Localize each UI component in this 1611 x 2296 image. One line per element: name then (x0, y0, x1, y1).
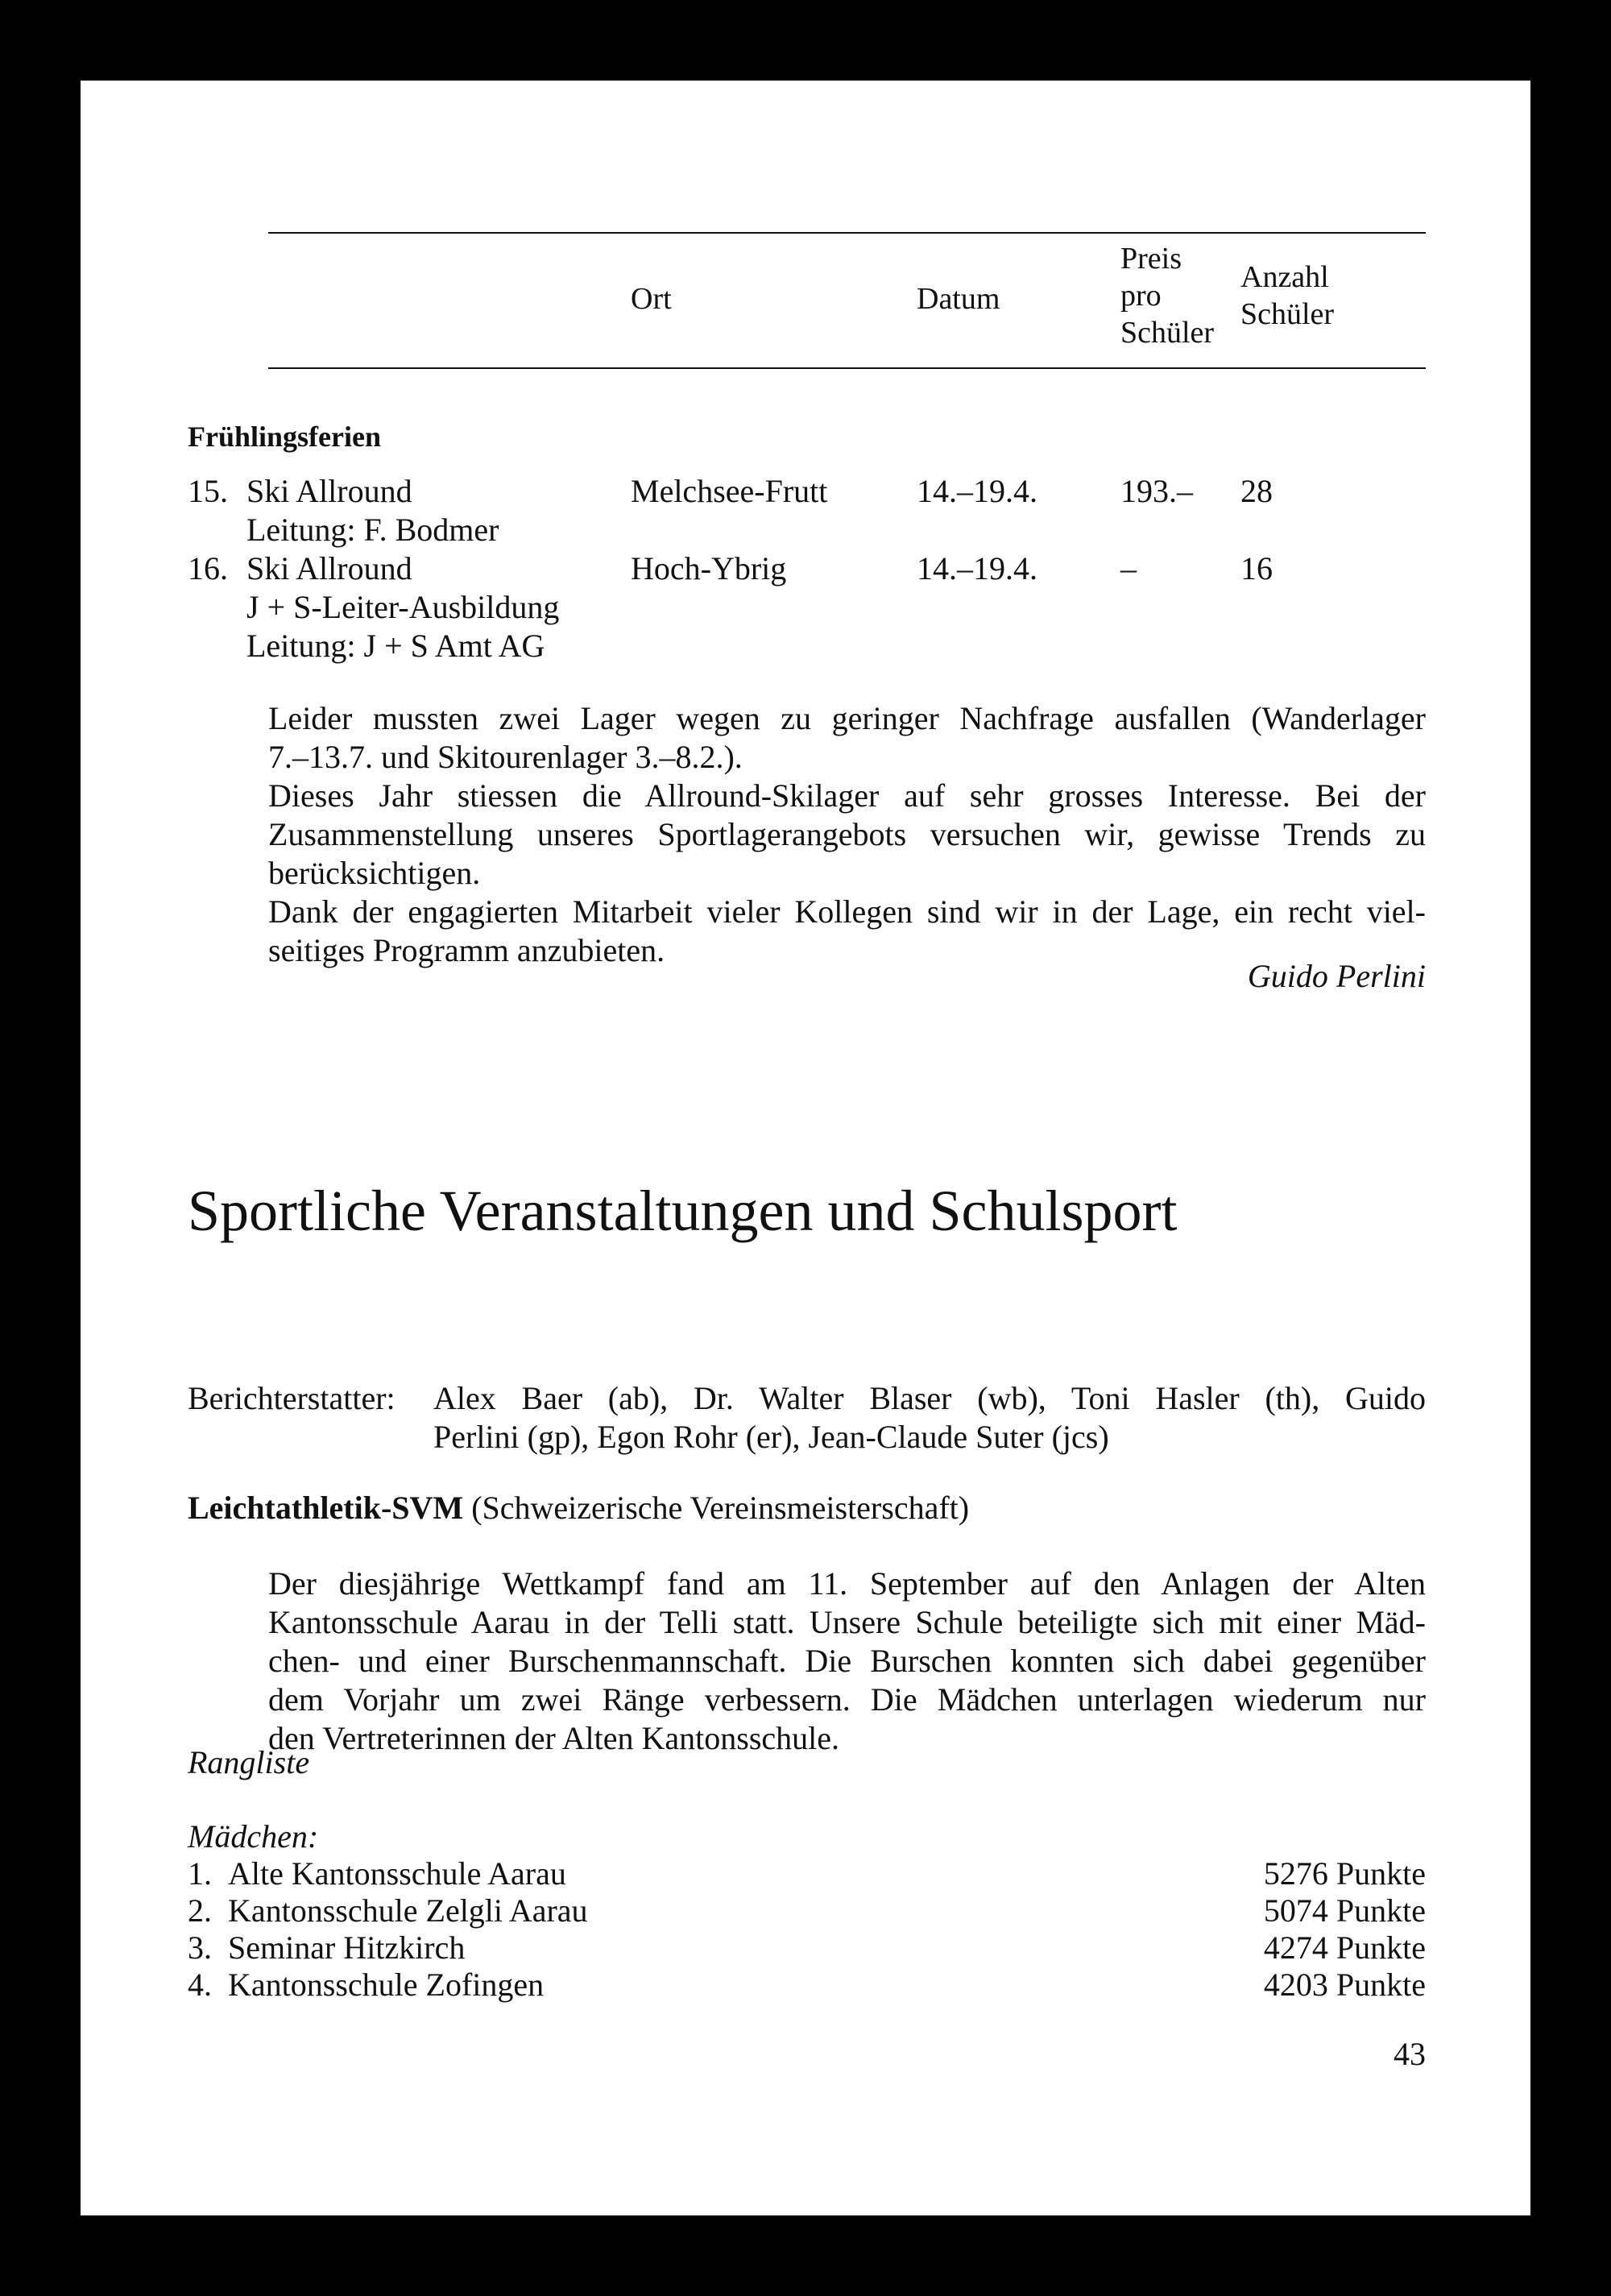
signature: Guido Perlini (1247, 958, 1426, 994)
paragraph-line: Der diesjährige Wettkampf fand am 11. September auf den Anlagen der Alten (268, 1565, 1426, 1602)
rank-points: 4274 Punkte (1263, 1929, 1426, 1966)
row-number: 16. (188, 550, 228, 586)
row-preis: – (1120, 550, 1137, 586)
row-description-line: J + S-Leiter-Ausbildung (246, 589, 560, 625)
paragraph-line: Zusammenstellung unseres Sportlagerangebots versuchen wir, gewisse Trends zu (268, 816, 1426, 852)
rangliste-category: Mädchen: (188, 1818, 319, 1855)
reporters-list (433, 1379, 1426, 1457)
table-top-rule (268, 232, 1426, 234)
header-preis-line: Preis (1120, 242, 1182, 276)
paragraph-line: berücksichtigen. (268, 855, 481, 891)
row-ort: Hoch-Ybrig (631, 550, 787, 586)
row-description-line: Ski Allround (246, 550, 412, 586)
section-title: Sportliche Veranstaltungen und Schulsport (188, 1179, 1178, 1243)
paragraph-line: den Vertreterinnen der Alten Kantonsschule. (268, 1720, 840, 1756)
paragraph-line: 7.–13.7. und Skitourenlager 3.–8.2.). (268, 739, 743, 775)
paragraph-line: chen- und einer Burschenmannschaft. Die Burschen konnten sich dabei gegenüber (268, 1643, 1426, 1679)
paragraph-line: Leider mussten zwei Lager wegen zu geringer Nachfrage ausfallen (Wanderlager (268, 700, 1426, 736)
rangliste-title: Rangliste (188, 1744, 310, 1780)
rank-number: 1. (188, 1855, 212, 1892)
paragraph-line: Kantonsschule Aarau in der Telli statt. Unsere Schule beteiligte sich mit einer Mäd- (268, 1604, 1426, 1640)
header-anzahl-line: Anzahl (1240, 260, 1329, 294)
svm-heading (188, 1489, 969, 1527)
row-datum: 14.–19.4. (917, 473, 1037, 509)
rank-name: Seminar Hitzkirch (228, 1929, 466, 1966)
reporters-line: Alex Baer (ab), Dr. Walter Blaser (wb), Toni Hasler (th), Guido (433, 1380, 1426, 1416)
row-datum: 14.–19.4. (917, 550, 1037, 586)
header-preis-line: pro (1120, 279, 1162, 313)
table-header-rule (268, 367, 1426, 369)
paragraph-line: Dank der engagierten Mitarbeit vieler Kollegen sind wir in der Lage, ein recht viel- (268, 893, 1426, 930)
rank-name: Kantonsschule Zelgli Aarau (228, 1892, 588, 1929)
paragraph-lager (268, 699, 1426, 970)
row-description-line: Ski Allround (246, 473, 412, 509)
header-anzahl (1240, 259, 1334, 333)
rank-name: Alte Kantonsschule Aarau (228, 1855, 566, 1892)
paragraph-line: Dieses Jahr stiessen die Allround-Skilager auf sehr grosses Interesse. Bei der (268, 777, 1426, 814)
header-ort: Ort (631, 282, 672, 316)
rank-number: 3. (188, 1929, 212, 1966)
row-description (246, 549, 559, 665)
row-description-line: Leitung: J + S Amt AG (246, 628, 545, 664)
row-anzahl: 28 (1240, 473, 1273, 509)
rank-points: 5276 Punkte (1263, 1855, 1426, 1892)
header-datum: Datum (917, 282, 1000, 316)
row-description (246, 472, 499, 549)
reporters-line: Perlini (gp), Egon Rohr (er), Jean-Claude Suter (jcs) (433, 1419, 1109, 1455)
row-ort: Melchsee-Frutt (631, 473, 828, 509)
reporters-label: Berichterstatter: (188, 1380, 396, 1416)
svm-subtitle: (Schweizerische Vereinsmeisterschaft) (463, 1490, 970, 1526)
row-anzahl: 16 (1240, 550, 1273, 586)
paragraph-line: seitiges Programm anzubieten. (268, 932, 665, 968)
rank-name: Kantonsschule Zofingen (228, 1967, 545, 2003)
paragraph-line: dem Vorjahr um zwei Ränge verbessern. Die Mädchen unterlagen wiederum nur (268, 1681, 1426, 1718)
page-number: 43 (1394, 2036, 1426, 2072)
rank-number: 4. (188, 1967, 212, 2003)
rank-number: 2. (188, 1892, 212, 1929)
header-preis (1120, 240, 1214, 351)
row-number: 15. (188, 473, 228, 509)
row-preis: 193.– (1120, 473, 1193, 509)
svm-title: Leichtathletik-SVM (188, 1490, 464, 1526)
row-description-line: Leitung: F. Bodmer (246, 512, 499, 548)
document-page (81, 81, 1530, 2215)
header-preis-line: Schüler (1120, 316, 1215, 350)
rank-points: 5074 Punkte (1263, 1892, 1426, 1929)
svm-paragraph (268, 1565, 1426, 1758)
table-section-title: Frühlingsferien (188, 421, 381, 453)
rank-points: 4203 Punkte (1263, 1967, 1426, 2003)
header-anzahl-line: Schüler (1240, 297, 1335, 331)
